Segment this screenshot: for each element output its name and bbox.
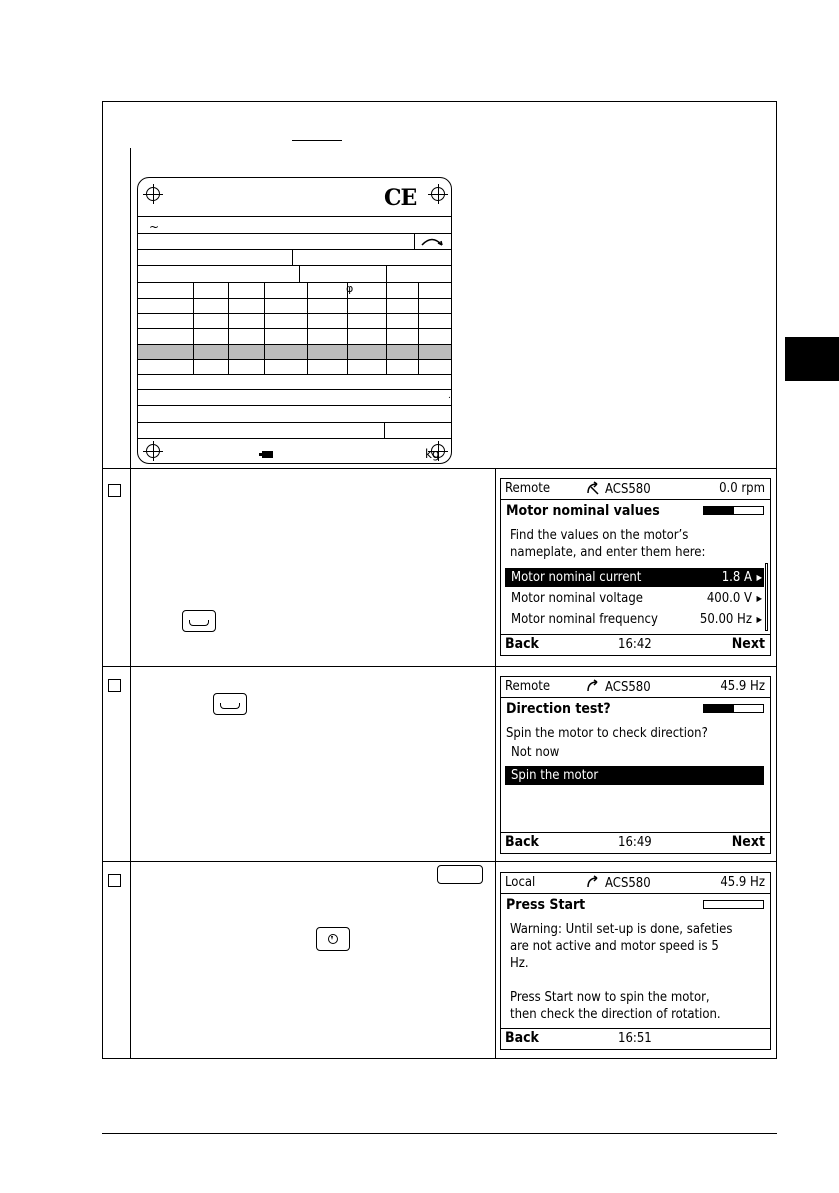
step-checkbox-3[interactable]	[108, 874, 121, 887]
ce-mark: CE	[384, 185, 417, 211]
motor-running-rotation-icon	[585, 679, 601, 693]
next-softkey[interactable]: Next	[731, 834, 765, 850]
list-item-motor-nominal-frequency[interactable]: Motor nominal frequency 50.00 Hz ▶	[511, 612, 762, 627]
clock: 16:49	[618, 835, 652, 850]
bearing-icon	[259, 450, 273, 458]
screen-warning-text: Warning: Until set-up is done, safeties are not active and motor speed is 5 Hz. Press Start now to spin the motor, then check the direction of rotation.	[510, 922, 733, 1022]
motor-nameplate	[137, 177, 452, 464]
arrow-right-icon: ▶	[756, 615, 762, 624]
screen-title: Direction test?	[506, 701, 611, 717]
panel-screen-press-start	[500, 872, 771, 1050]
assistant-progress-bar	[703, 900, 764, 909]
clock: 16:51	[618, 1031, 652, 1046]
mounting-hole-icon	[428, 184, 448, 204]
softkey-icon	[182, 610, 216, 632]
option-spin-the-motor[interactable]: Spin the motor	[505, 766, 764, 785]
mounting-hole-icon	[143, 441, 163, 461]
step-column-divider	[130, 148, 131, 1059]
chapter-tab-marker	[785, 337, 839, 381]
softkey-bar	[501, 832, 770, 853]
weight-unit: kg	[425, 447, 440, 461]
status-bar	[501, 873, 770, 894]
heading-underline	[292, 140, 342, 141]
nameplate-dot: .	[448, 391, 451, 401]
softkey-bar	[501, 1028, 770, 1049]
arrow-right-icon: ▶	[756, 594, 762, 603]
frequency-readout: 45.9 Hz	[720, 679, 765, 694]
nameplate-highlight-row	[138, 344, 451, 359]
row-divider-2	[102, 666, 777, 667]
frequency-readout: 45.9 Hz	[720, 875, 765, 890]
start-key-icon	[437, 865, 483, 884]
rotation-arrow-icon	[420, 236, 444, 246]
screen-title: Press Start	[506, 897, 586, 913]
control-mode: Remote	[505, 481, 551, 496]
mounting-hole-icon	[143, 184, 163, 204]
list-item-motor-nominal-voltage[interactable]: Motor nominal voltage 400.0 V ▶	[511, 591, 762, 606]
arrow-right-icon: ▶	[756, 573, 762, 582]
next-softkey[interactable]: Next	[731, 636, 765, 652]
screen-column-divider	[495, 468, 496, 1059]
assistant-progress-bar	[703, 704, 764, 713]
panel-screen-direction-test	[500, 676, 771, 854]
list-item-motor-nominal-current[interactable]: Motor nominal current 1.8 A ▶	[505, 568, 764, 587]
row-divider-3	[102, 861, 777, 862]
step-checkbox-1[interactable]	[108, 484, 121, 497]
speed-readout: 0.0 rpm	[719, 481, 765, 496]
status-bar	[501, 479, 770, 500]
device-name: ACS580	[585, 875, 651, 891]
screen-instructions: Find the values on the motor’s nameplate, and enter them here:	[510, 528, 706, 560]
screen-question: Spin the motor to check direction?	[506, 726, 708, 741]
stop-key-icon	[316, 927, 350, 951]
screen-title: Motor nominal values	[506, 503, 660, 519]
page-footer-rule	[102, 1133, 777, 1134]
assistant-progress-bar	[703, 506, 764, 515]
status-bar	[501, 677, 770, 698]
panel-screen-motor-nominal-values	[500, 478, 771, 656]
device-name: ACS580	[585, 679, 651, 695]
device-name: ACS580	[585, 481, 651, 497]
list-scrollbar[interactable]	[765, 563, 768, 631]
ac-symbol: ~	[149, 220, 160, 234]
power-factor-symbol: φ	[346, 282, 354, 295]
motor-running-rotation-icon	[585, 875, 601, 889]
back-softkey[interactable]: Back	[505, 636, 539, 652]
option-not-now[interactable]: Not now	[511, 745, 560, 760]
softkey-bar	[501, 634, 770, 655]
clock: 16:42	[618, 637, 652, 652]
step-checkbox-2[interactable]	[108, 679, 121, 692]
softkey-icon	[213, 693, 247, 715]
row-divider-1	[102, 468, 777, 469]
back-softkey[interactable]: Back	[505, 834, 539, 850]
control-mode: Local	[505, 875, 536, 890]
motor-stopped-rotation-icon	[585, 481, 601, 495]
back-softkey[interactable]: Back	[505, 1030, 539, 1046]
control-mode: Remote	[505, 679, 551, 694]
